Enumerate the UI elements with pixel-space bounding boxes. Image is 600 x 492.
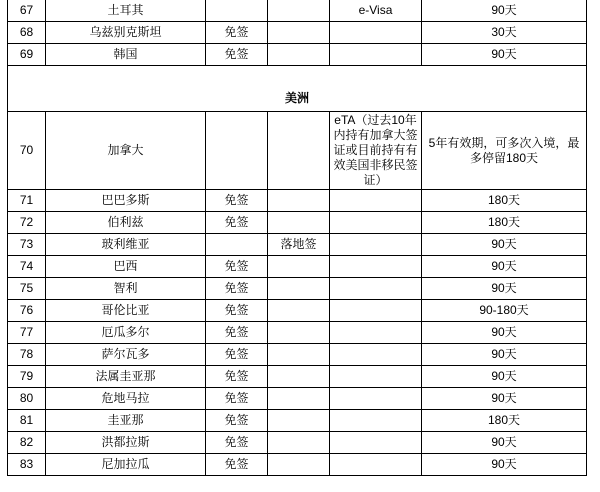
cell-duration: 90天 [422, 344, 587, 366]
cell-number: 81 [8, 410, 46, 432]
cell-number: 79 [8, 366, 46, 388]
table-row [8, 256, 587, 278]
cell-visa-on-arrival [268, 44, 330, 66]
cell-note [330, 22, 422, 44]
cell-duration: 180天 [422, 212, 587, 234]
cell-visa-free: 免签 [206, 410, 268, 432]
cell-note [330, 212, 422, 234]
cell-duration: 90-180天 [422, 300, 587, 322]
cell-note [330, 44, 422, 66]
cell-country: 洪都拉斯 [46, 432, 206, 454]
table-row [8, 22, 587, 44]
table-spacer-row [8, 66, 587, 86]
cell-note: e-Visa [330, 0, 422, 22]
cell-visa-free: 免签 [206, 190, 268, 212]
cell-visa-free [206, 234, 268, 256]
cell-number: 77 [8, 322, 46, 344]
visa-policy-table [7, 0, 587, 476]
cell-country: 韩国 [46, 44, 206, 66]
region-title: 美洲 [8, 85, 587, 112]
cell-note [330, 190, 422, 212]
cell-country: 巴巴多斯 [46, 190, 206, 212]
cell-note [330, 366, 422, 388]
table-row [8, 322, 587, 344]
cell-visa-free: 免签 [206, 432, 268, 454]
cell-note [330, 300, 422, 322]
cell-note [330, 278, 422, 300]
cell-country: 智利 [46, 278, 206, 300]
cell-number: 80 [8, 388, 46, 410]
cell-number: 69 [8, 44, 46, 66]
cell-duration: 90天 [422, 322, 587, 344]
cell-visa-on-arrival [268, 212, 330, 234]
cell-note [330, 256, 422, 278]
table-row [8, 300, 587, 322]
cell-duration: 180天 [422, 410, 587, 432]
cell-note [330, 234, 422, 256]
cell-number: 76 [8, 300, 46, 322]
cell-visa-free: 免签 [206, 300, 268, 322]
cell-country: 伯利兹 [46, 212, 206, 234]
cell-number: 83 [8, 454, 46, 476]
cell-visa-on-arrival [268, 256, 330, 278]
cell-note [330, 454, 422, 476]
cell-number: 74 [8, 256, 46, 278]
cell-number: 67 [8, 0, 46, 22]
cell-duration: 90天 [422, 278, 587, 300]
cell-visa-on-arrival [268, 366, 330, 388]
cell-country: 土耳其 [46, 0, 206, 22]
cell-visa-on-arrival [268, 278, 330, 300]
cell-number: 75 [8, 278, 46, 300]
cell-visa-free: 免签 [206, 344, 268, 366]
cell-country: 萨尔瓦多 [46, 344, 206, 366]
table-row [8, 190, 587, 212]
cell-note [330, 322, 422, 344]
cell-note [330, 344, 422, 366]
cell-visa-on-arrival [268, 190, 330, 212]
table-row [8, 454, 587, 476]
table-row [8, 432, 587, 454]
cell-number: 68 [8, 22, 46, 44]
cell-country: 玻利维亚 [46, 234, 206, 256]
cell-visa-free: 免签 [206, 366, 268, 388]
cell-note: eTA（过去10年内持有加拿大签证或目前持有有效美国非移民签证） [330, 112, 422, 190]
cell-number: 72 [8, 212, 46, 234]
cell-visa-on-arrival [268, 388, 330, 410]
cell-note [330, 432, 422, 454]
cell-number: 70 [8, 112, 46, 190]
table-row [8, 44, 587, 66]
cell-country: 巴西 [46, 256, 206, 278]
cell-visa-on-arrival [268, 410, 330, 432]
table-row [8, 388, 587, 410]
cell-visa-free: 免签 [206, 278, 268, 300]
table-row [8, 410, 587, 432]
cell-visa-on-arrival [268, 454, 330, 476]
cell-country: 哥伦比亚 [46, 300, 206, 322]
table-row [8, 278, 587, 300]
cell-number: 82 [8, 432, 46, 454]
cell-duration: 90天 [422, 234, 587, 256]
cell-visa-free: 免签 [206, 454, 268, 476]
page-bottom-clip [0, 485, 600, 491]
region-header-row [8, 85, 587, 112]
cell-visa-free: 免签 [206, 388, 268, 410]
cell-visa-on-arrival [268, 22, 330, 44]
cell-duration: 30天 [422, 22, 587, 44]
table-row [8, 112, 587, 190]
cell-visa-on-arrival [268, 112, 330, 190]
cell-visa-free: 免签 [206, 256, 268, 278]
spacer-cell [8, 66, 587, 86]
cell-country: 尼加拉瓜 [46, 454, 206, 476]
cell-number: 71 [8, 190, 46, 212]
cell-country: 加拿大 [46, 112, 206, 190]
cell-duration: 180天 [422, 190, 587, 212]
cell-country: 厄瓜多尔 [46, 322, 206, 344]
cell-country: 圭亚那 [46, 410, 206, 432]
cell-duration: 5年有效期，可多次入境，最多停留180天 [422, 112, 587, 190]
cell-visa-free: 免签 [206, 322, 268, 344]
table-row [8, 234, 587, 256]
cell-visa-free: 免签 [206, 22, 268, 44]
cell-visa-on-arrival [268, 0, 330, 22]
cell-country: 乌兹别克斯坦 [46, 22, 206, 44]
cell-note [330, 410, 422, 432]
table-row [8, 344, 587, 366]
table-row [8, 212, 587, 234]
cell-duration: 90天 [422, 256, 587, 278]
cell-duration: 90天 [422, 366, 587, 388]
cell-duration: 90天 [422, 0, 587, 22]
cell-country: 危地马拉 [46, 388, 206, 410]
cell-duration: 90天 [422, 388, 587, 410]
cell-duration: 90天 [422, 44, 587, 66]
cell-visa-on-arrival [268, 344, 330, 366]
cell-duration: 90天 [422, 454, 587, 476]
table-row [8, 0, 587, 22]
cell-visa-on-arrival [268, 300, 330, 322]
cell-country: 法属圭亚那 [46, 366, 206, 388]
cell-visa-free [206, 0, 268, 22]
cell-visa-on-arrival [268, 322, 330, 344]
cell-visa-free: 免签 [206, 44, 268, 66]
cell-number: 73 [8, 234, 46, 256]
table-row [8, 366, 587, 388]
cell-visa-free: 免签 [206, 212, 268, 234]
cell-visa-on-arrival: 落地签 [268, 234, 330, 256]
cell-note [330, 388, 422, 410]
cell-visa-free [206, 112, 268, 190]
cell-visa-on-arrival [268, 432, 330, 454]
cell-number: 78 [8, 344, 46, 366]
cell-duration: 90天 [422, 432, 587, 454]
